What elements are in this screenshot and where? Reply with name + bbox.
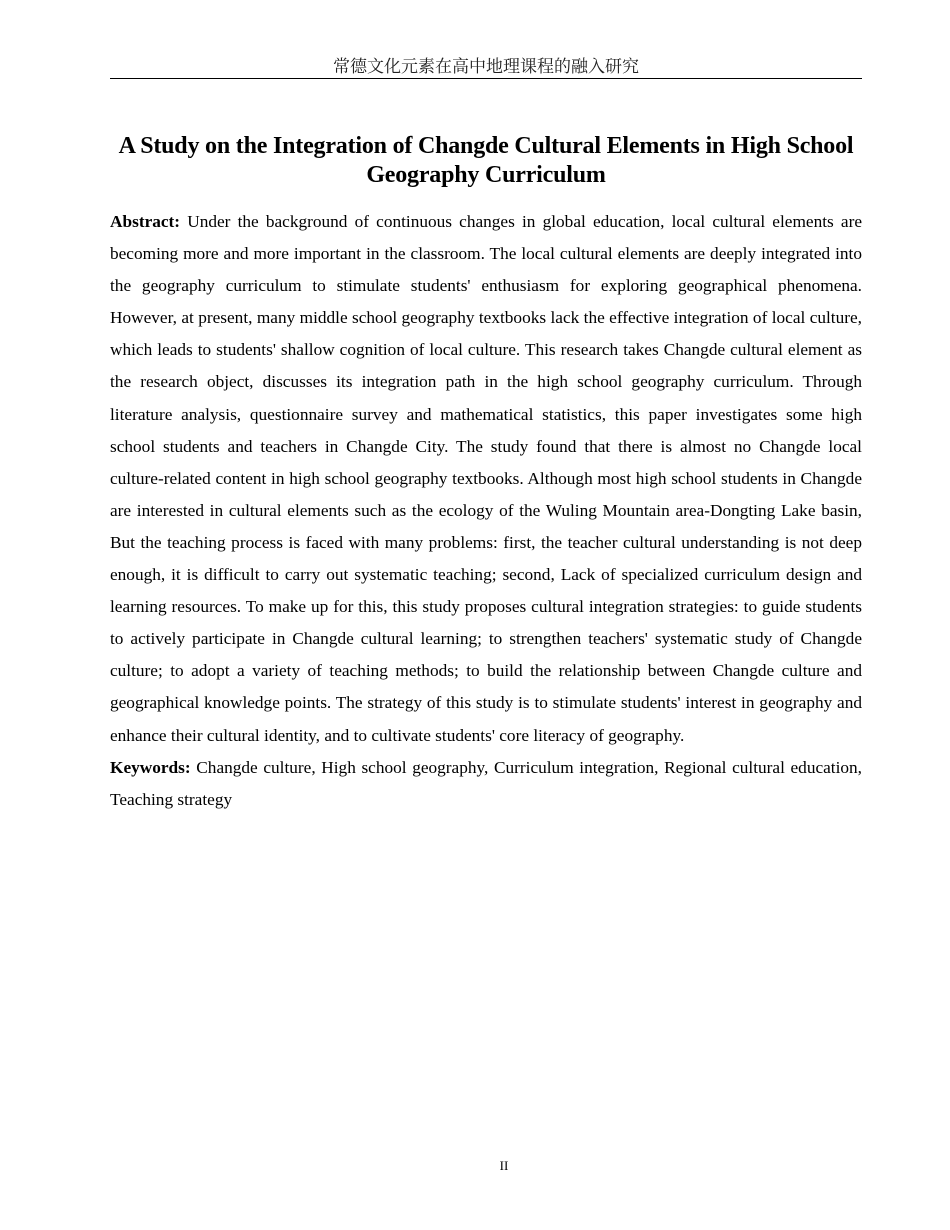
abstract-label: Abstract: [110, 212, 181, 231]
abstract-text: Under the background of continuous changes in global education, local cultural elements are becoming more and more important in the classroom. The local cultural elements are deeply integrated into the geography curriculum to stimulate students' enthusiasm for exploring geographical phenomena. However, at present, many middle school geography textbooks lack the effective integration of local culture, which leads to students' shallow cognition of local culture. This research takes Changde cultural element as the research object, discusses its integration path in the high school geography curriculum. Through literature analysis, questionnaire survey and mathematical statistics, this paper investigates some high school students and teachers in Changde City. The study found that there is almost no Changde local culture-related content in high school geography textbooks. Although most high school students in Changde are interested in cultural elements such as the ecology of the Wuling Mountain area-Dongting Lake basin, But the teaching process is faced with many problems: first, the teacher cultural understanding is not deep enough, it is difficult to carry out systematic teaching; second, Lack of specialized curriculum design and learning resources. To make up for this, this study proposes cultural integration strategies: to guide students to actively participate in Changde cultural learning; to strengthen teachers' systematic study of Changde culture; to adopt a variety of teaching methods; to build the relationship between Changde culture and geographical knowledge points. The strategy of this study is to stimulate students' interest in geography and enhance their cultural identity, and to cultivate students' core literacy of geography. [110, 212, 862, 745]
abstract-paragraph [110, 206, 862, 752]
paper-title: A Study on the Integration of Changde Cultural Elements in High School Geography Curriculum [118, 133, 854, 188]
page-number: II [499, 1158, 509, 1173]
keywords-label: Keywords: [110, 757, 191, 777]
abstract-section [110, 206, 862, 816]
keywords-paragraph [110, 752, 862, 816]
keywords-text: Changde culture, High school geography, Curriculum integration, Regional cultural education, Teaching strategy [110, 757, 863, 809]
running-header: 常德文化元素在高中地理课程的融入研究 [110, 56, 862, 79]
